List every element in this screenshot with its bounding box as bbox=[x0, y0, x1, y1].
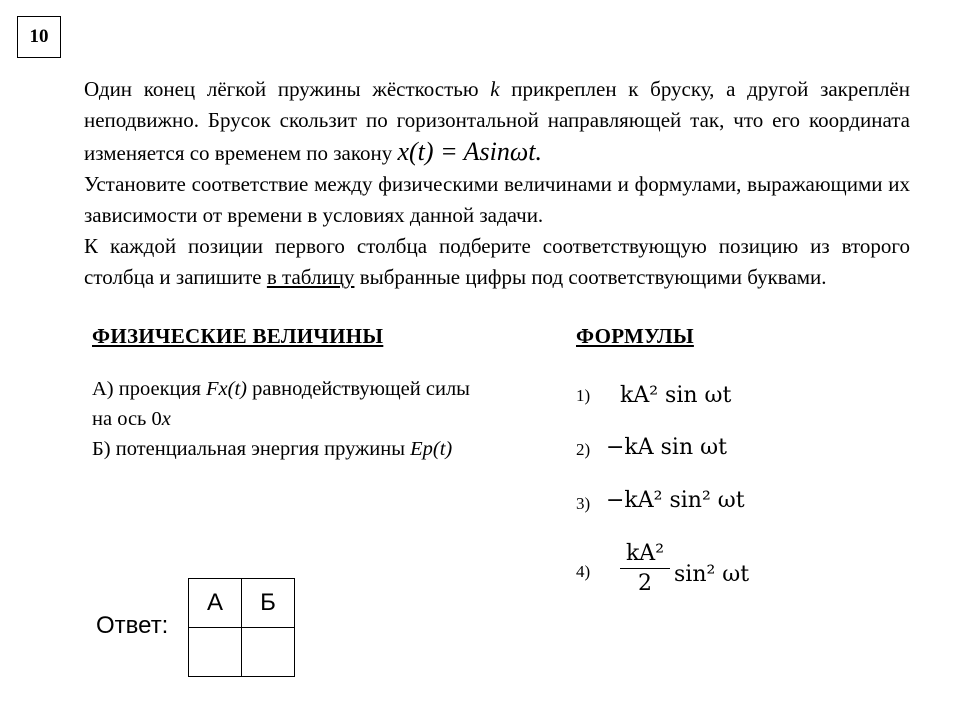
motion-law-formula: x(t) = Asinωt. bbox=[397, 137, 542, 166]
quantity-item-b: Б) потенциальная энергия пружины Ep(t) bbox=[92, 438, 453, 460]
quantities-list bbox=[92, 374, 562, 464]
stiffness-variable: k bbox=[490, 77, 500, 101]
formula-option-1: kA² sin ωt bbox=[620, 383, 732, 408]
problem-paragraph-2: Установите соответствие между физическими величинами и формулами, выражающими их зависимости от времени в условиях данной задачи. bbox=[84, 172, 910, 227]
formula-option-3-number: 3) bbox=[576, 494, 591, 513]
formula-option-2: −kA sin ωt bbox=[606, 435, 727, 460]
potential-energy-symbol: Ep(t) bbox=[410, 438, 453, 460]
underlined-phrase: в таблицу bbox=[266, 265, 355, 289]
fraction-bar bbox=[620, 568, 670, 569]
answer-cell-b[interactable] bbox=[242, 628, 295, 677]
answer-label: Ответ: bbox=[96, 612, 169, 639]
formula-option-4-fraction bbox=[620, 541, 670, 596]
task-number: 10 bbox=[17, 16, 61, 58]
answer-header-b: Б bbox=[242, 579, 295, 628]
formulas-column-title: ФОРМУЛЫ bbox=[576, 324, 694, 348]
force-projection-symbol: Fx(t) bbox=[206, 378, 248, 400]
fraction-numerator: kA² bbox=[625, 541, 665, 566]
answer-cell-a[interactable] bbox=[189, 628, 242, 677]
quantities-column-title: ФИЗИЧЕСКИЕ ВЕЛИЧИНЫ bbox=[92, 324, 384, 348]
formula-option-3: −kA² sin² ωt bbox=[606, 488, 745, 513]
formula-option-4-number: 4) bbox=[576, 562, 591, 581]
formula-option-1-number: 1) bbox=[576, 386, 591, 405]
problem-paragraph-3: К каждой позиции первого столбца подберите соответствующую позицию из второго столбца и запишите в таблицу выбранные цифры под соответствующими буквами. bbox=[84, 234, 910, 289]
answer-table bbox=[188, 578, 295, 677]
problem-statement bbox=[84, 74, 910, 293]
answer-header-a: А bbox=[189, 579, 242, 628]
formula-option-2-number: 2) bbox=[576, 440, 591, 459]
fraction-denominator: 2 bbox=[638, 571, 652, 596]
problem-paragraph-1: Один конец лёгкой пружины жёсткостью k прикреплен к бруску, а другой закреплён неподвижно. Брусок скользит по горизонтальной направляющей так, что его координата изменяется со временем по закону x(t) = Asinωt. bbox=[84, 77, 910, 166]
quantity-item-a-line2: на ось 0x bbox=[92, 408, 171, 430]
quantity-item-a: А) проекция Fx(t) равнодействующей силы bbox=[92, 378, 470, 400]
formula-option-4-tail: sin² ωt bbox=[674, 562, 750, 587]
